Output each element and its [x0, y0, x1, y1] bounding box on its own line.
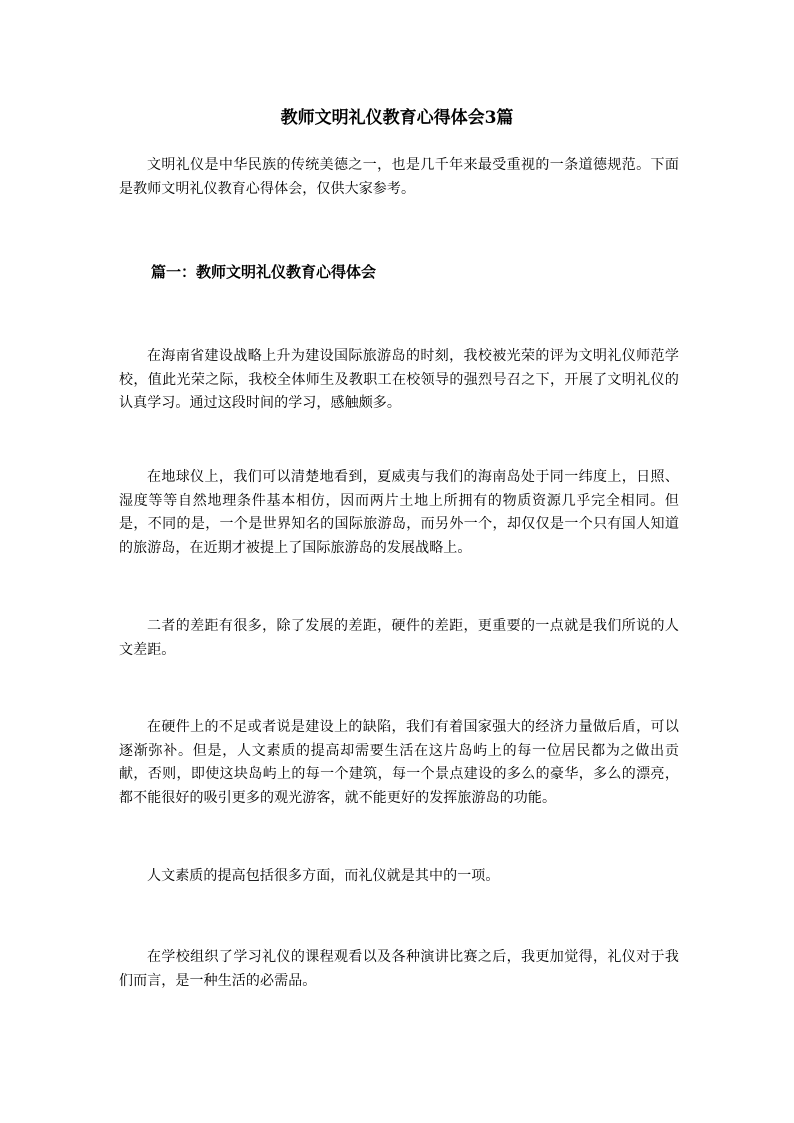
section-heading: 篇一：教师文明礼仪教育心得体会	[151, 263, 377, 281]
body-paragraph: 人文素质的提高包括很多方面，而礼仪就是其中的一项。	[147, 868, 500, 884]
body-paragraph: 在硬件上的不足或者说是建设上的缺陷，我们有着国家强大的经济力量做后盾，可以逐渐弥补。但是，人文素质的提高却需要生活在这片岛屿上的每一位居民都为之做出贡献，否则，即使这块岛屿上的每一个建筑，每一个景点建设的多么的豪华，多么的漂亮，都不能很好的吸引更多的观光游客，就不能更好的发挥旅游岛的功能。	[119, 719, 679, 806]
body-paragraph: 在海南省建设战略上升为建设国际旅游岛的时刻，我校被光荣的评为文明礼仪师范学校，值此光荣之际，我校全体师生及教职工在校领导的强烈号召之下，开展了文明礼仪的认真学习。通过这段时间的学习，感触颇多。	[119, 348, 679, 411]
body-paragraph: 在学校组织了学习礼仪的课程观看以及各种演讲比赛之后，我更加觉得，礼仪对于我们而言，是一种生活的必需品。	[119, 949, 679, 989]
body-paragraph: 在地球仪上，我们可以清楚地看到，夏威夷与我们的海南岛处于同一纬度上，日照、湿度等等自然地理条件基本相仿，因而两片土地上所拥有的物质资源几乎完全相同。但是，不同的是，一个是世界知名的国际旅游岛，而另外一个，却仅仅是一个只有国人知道的旅游岛，在近期才被提上了国际旅游岛的发展战略上。	[119, 469, 679, 556]
intro-paragraph: 文明礼仪是中华民族的传统美德之一，也是几千年来最受重视的一条道德规范。下面是教师文明礼仪教育心得体会，仅供大家参考。	[119, 157, 679, 197]
document-title: 教师文明礼仪教育心得体会3篇	[280, 108, 514, 128]
body-paragraph: 二者的差距有很多，除了发展的差距，硬件的差距，更重要的一点就是我们所说的人文差距。	[119, 618, 679, 658]
